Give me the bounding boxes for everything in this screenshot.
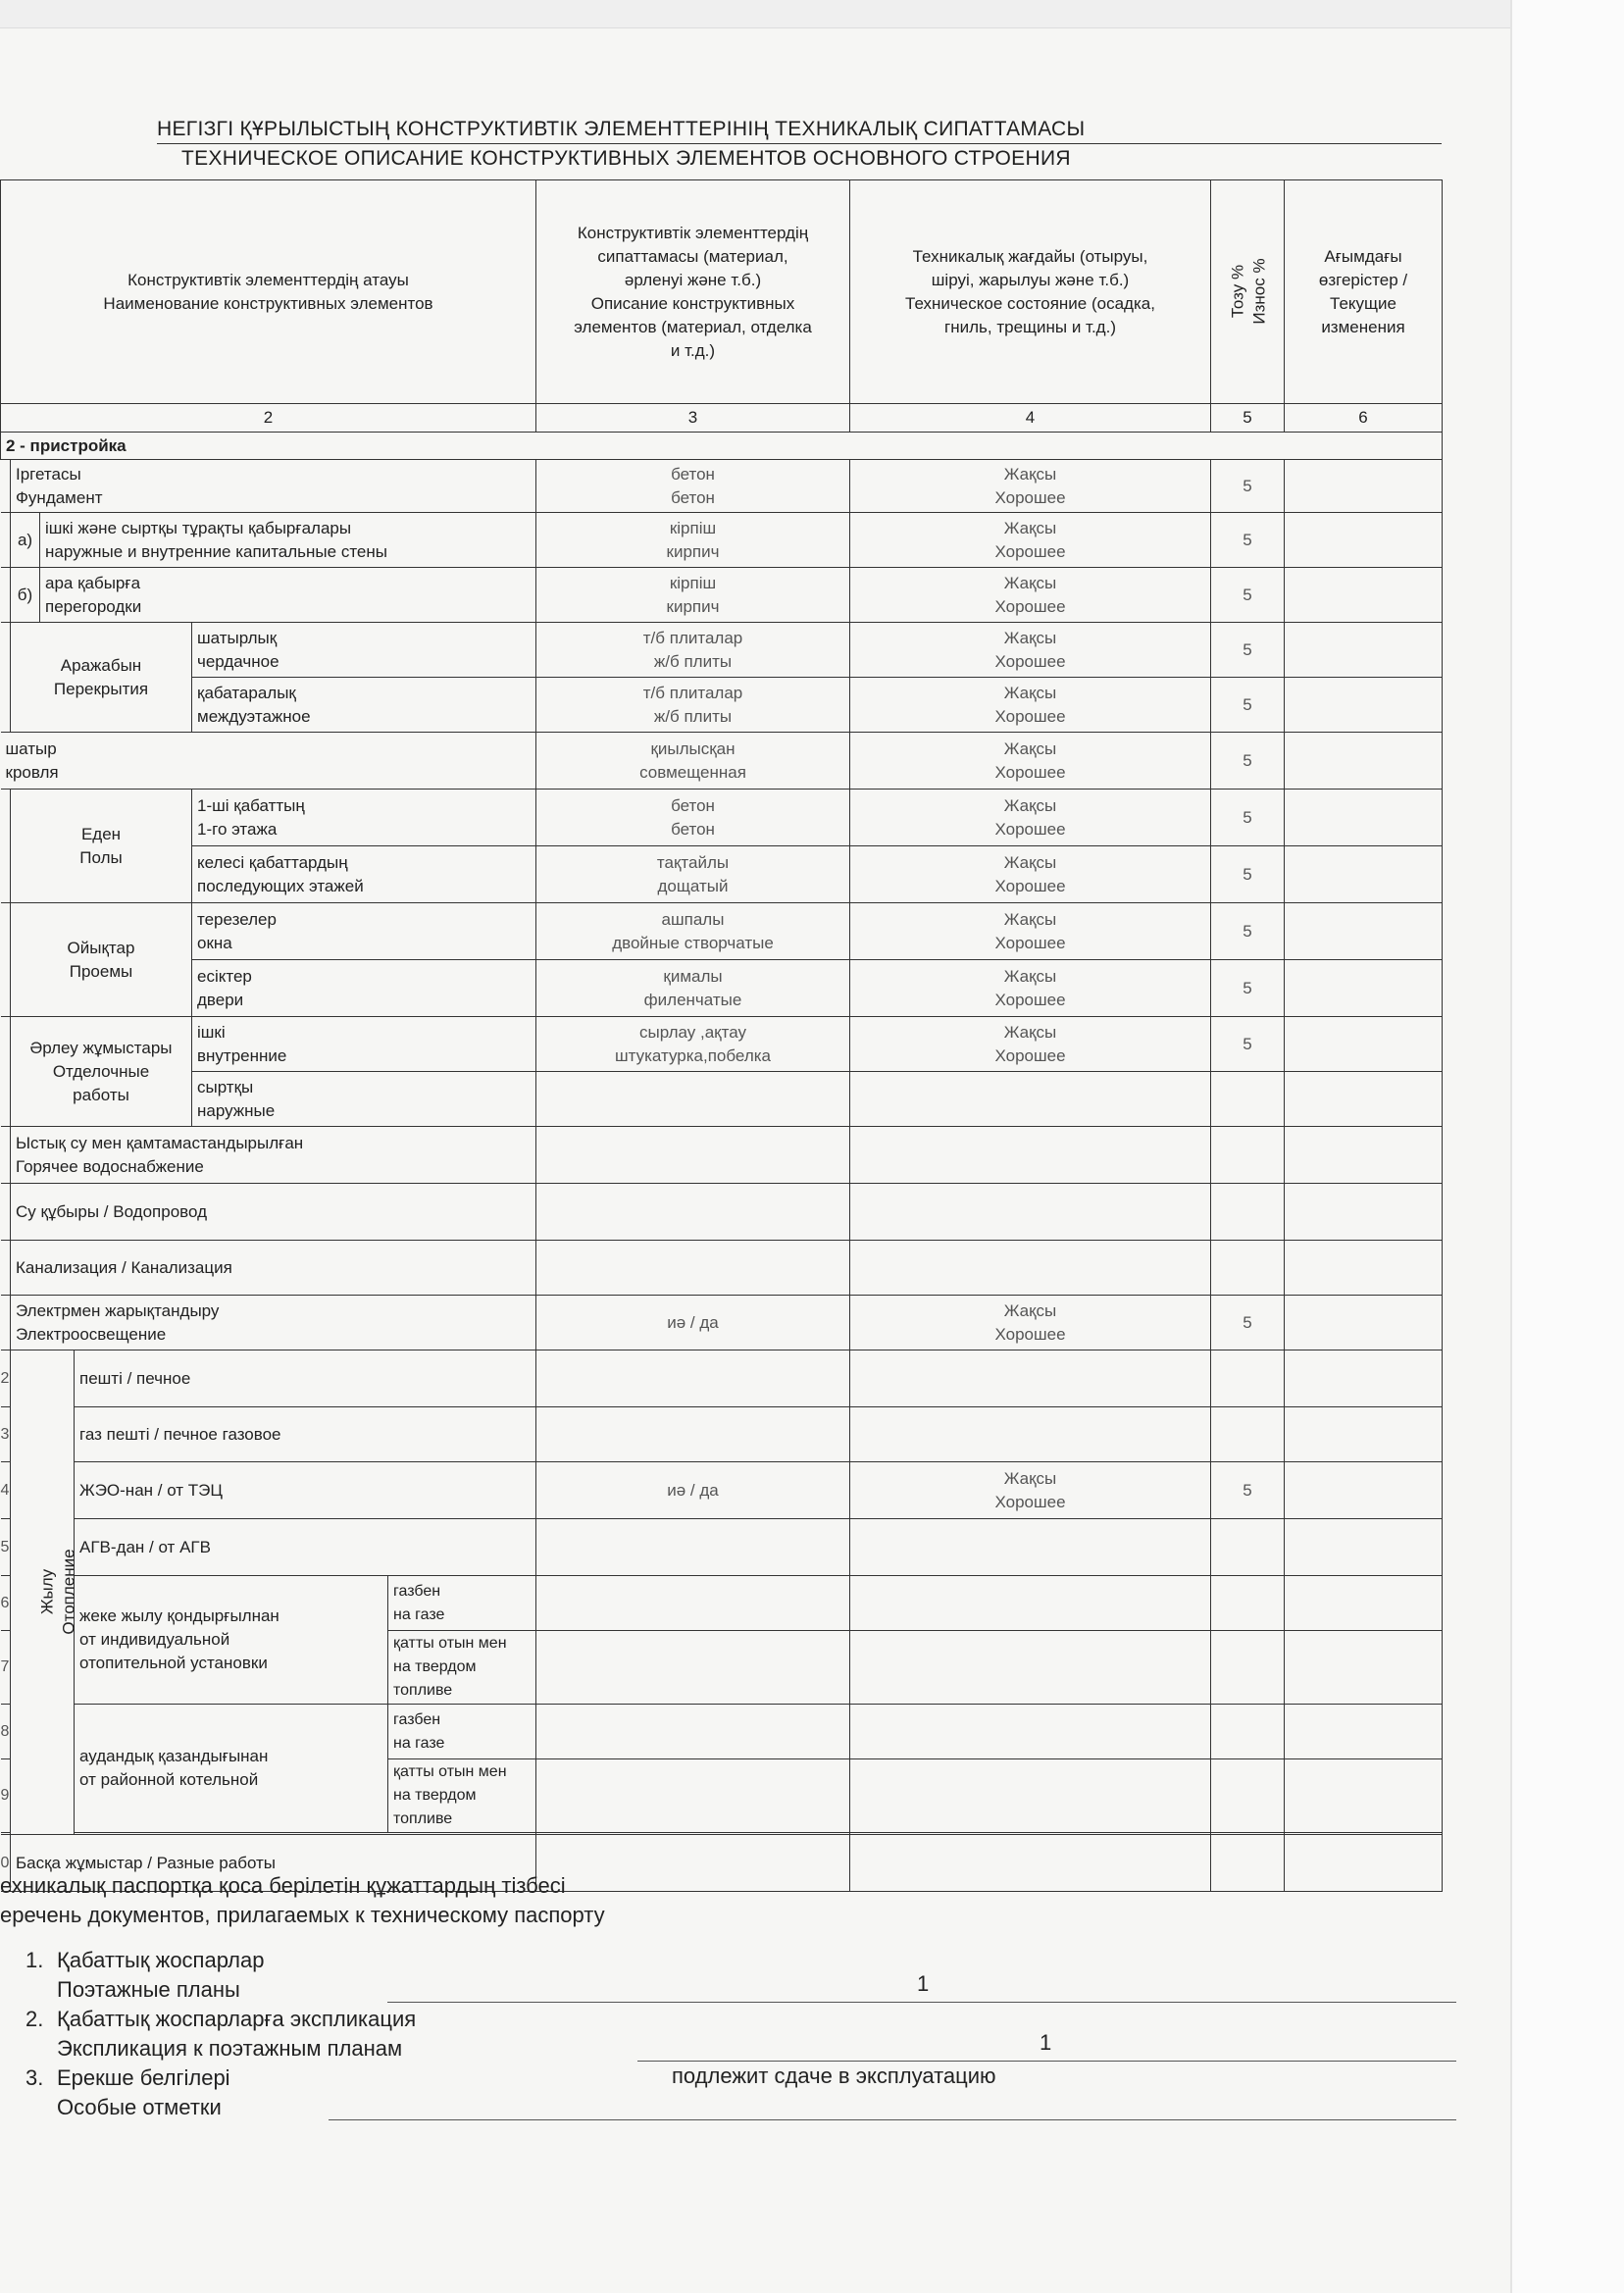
row-name: газ пешті / печное газовое xyxy=(75,1407,536,1462)
table-row: 2 Жылу Отопление пешті / печное xyxy=(1,1350,1443,1407)
doc-item-value: 1 xyxy=(1040,2030,1052,2055)
row-name: қабатаралық междуэтажное xyxy=(192,678,536,733)
table-row: шатыр кровля қиылысқан совмещенная Жақсы Хорошее 5 xyxy=(1,733,1443,790)
table-row xyxy=(1,460,1443,513)
doc-item-kz: Қабаттық жоспарларға экспликация xyxy=(57,2007,417,2031)
table-row: 8 аудандық қазандығынан от районной котельной газбен на газе xyxy=(1,1705,1443,1759)
row-name: ЖЭО-нан / от ТЭЦ xyxy=(75,1462,536,1519)
section-row xyxy=(1,433,1443,460)
doc-item-num: 2. xyxy=(25,2007,44,2031)
row-name: Канализация / Канализация xyxy=(11,1241,536,1296)
table-header-row xyxy=(1,180,1443,404)
group-label-pol: Еден Полы xyxy=(11,790,192,903)
table-row: а) ішкі және сыртқы тұрақты қабырғалары наружные и внутренние капитальные стены кірпіш кирпич Жақсы Хорошее 5 xyxy=(1,513,1443,568)
table-row: 0 Басқа жұмыстар / Разные работы xyxy=(1,1835,1443,1892)
scan-top-edge xyxy=(0,0,1622,28)
row-name: ішкі внутренние xyxy=(192,1017,536,1072)
doc-item-line xyxy=(637,2061,1456,2062)
table-row: Әрлеу жұмыстары Отделочные работы ішкі внутренние сырлау ,ақтау штукатурка,побелка Жақсы Хорошее 5 xyxy=(1,1017,1443,1072)
table-row: 6 жеке жылу қондырғылнан от индивидуальной отопительной установки газбен на газе xyxy=(1,1576,1443,1631)
table-row xyxy=(1,1241,1443,1296)
table-row: Еден Полы 1-ші қабаттың 1-го этажа бетон бетон Жақсы Хорошее 5 xyxy=(1,790,1443,846)
header-col2: Конструктивтік элементтердің атауы Наименование конструктивных элементов xyxy=(1,180,536,404)
scan-page-edge xyxy=(1510,0,1624,2293)
table-row: Аражабын Перекрытия шатырлық чердачное т/б плиталар ж/б плиты Жақсы Хорошее 5 xyxy=(1,623,1443,678)
table-row xyxy=(1,1127,1443,1184)
row-name: 1-ші қабаттың 1-го этажа xyxy=(192,790,536,846)
table-row xyxy=(1,1072,1443,1127)
row-desc: бетон бетон xyxy=(536,460,850,513)
row-name: шатыр кровля xyxy=(1,733,536,790)
table-row: 9 қатты отын мен на твердом топливе xyxy=(1,1759,1443,1833)
group-label-heating: Жылу Отопление xyxy=(11,1350,75,1835)
row-subname: қатты отын мен на твердом топливе xyxy=(388,1631,536,1705)
doc-item-value: 1 xyxy=(917,1971,930,1996)
row-name: Электрмен жарықтандыру Электроосвещение xyxy=(11,1296,536,1350)
group-label-finish: Әрлеу жұмыстары Отделочные работы xyxy=(11,1017,192,1127)
table-row: келесі қабаттардың последующих этажей тақтайлы дощатый Жақсы Хорошее 5 xyxy=(1,846,1443,903)
doc-item-value: подлежит сдаче в эксплуатацию xyxy=(672,2064,996,2088)
group-label-openings: Ойықтар Проемы xyxy=(11,903,192,1017)
doc-item-kz: Ерекше белгілері xyxy=(57,2065,230,2090)
row-name: пешті / печное xyxy=(75,1350,536,1407)
row-name: Басқа жұмыстар / Разные работы xyxy=(11,1835,536,1892)
row-name: сыртқы наружные xyxy=(192,1072,536,1127)
column-numbers-row: 2 3 4 5 6 xyxy=(1,404,1443,433)
table-row xyxy=(1,1184,1443,1241)
title-rule xyxy=(157,143,1442,144)
row-name: есіктер двери xyxy=(192,960,536,1017)
table-row: 5 АГВ-дан / от АГВ xyxy=(1,1519,1443,1576)
group-label-floors: Аражабын Перекрытия xyxy=(11,623,192,733)
row-name: ара қабырға перегородки xyxy=(40,568,536,623)
row-subname: қатты отын мен на твердом топливе xyxy=(388,1759,536,1833)
doc-item-ru: Экспликация к поэтажным планам xyxy=(57,2036,403,2061)
table-row: Ойықтар Проемы терезелер окна ашпалы двойные створчатые Жақсы Хорошее 5 xyxy=(1,903,1443,960)
table-row: 3 газ пешті / печное газовое xyxy=(1,1407,1443,1462)
table-row: б) ара қабырға перегородки кірпіш кирпич Жақсы Хорошее 5 xyxy=(1,568,1443,623)
title-ru: ТЕХНИЧЕСКОЕ ОПИСАНИЕ КОНСТРУКТИВНЫХ ЭЛЕМЕНТОВ ОСНОВНОГО СТРОЕНИЯ xyxy=(181,147,1071,170)
row-name: Ыстық су мен қамтамастандырылған Горячее водоснабжение xyxy=(11,1127,536,1184)
doc-item-ru: Поэтажные планы xyxy=(57,1977,240,2002)
row-name: шатырлық чердачное xyxy=(192,623,536,678)
documents-heading-ru: еречень документов, прилагаемых к техническому паспорту xyxy=(0,1903,605,1927)
row-name: аудандық қазандығынан от районной котельной xyxy=(75,1705,388,1833)
row-name: ішкі және сыртқы тұрақты қабырғалары наружные и внутренние капитальные стены xyxy=(40,513,536,568)
doc-item-line xyxy=(387,2002,1456,2003)
doc-item-ru: Особые отметки xyxy=(57,2095,222,2119)
table-row: 7 қатты отын мен на твердом топливе xyxy=(1,1631,1443,1705)
doc-item-num: 1. xyxy=(25,1948,44,1972)
doc-item-num: 3. xyxy=(25,2065,44,2090)
row-name: Іргетасы Фундамент xyxy=(11,460,536,513)
row-wear: 5 xyxy=(1211,460,1285,513)
table-row: Электрмен жарықтандыру Электроосвещение иә / да Жақсы Хорошее 5 xyxy=(1,1296,1443,1350)
row-mark: а) xyxy=(11,513,40,568)
header-col3: Конструктивтік элементтердің сипаттамасы (материал, әрленуі және т.б.) Описание конструктивных элементов (материал, отделка и т.д.) xyxy=(536,180,850,404)
table-row: 4 ЖЭО-нан / от ТЭЦ иә / да Жақсы Хорошее 5 xyxy=(1,1462,1443,1519)
row-subname: газбен на газе xyxy=(388,1705,536,1759)
row-name: АГВ-дан / от АГВ xyxy=(75,1519,536,1576)
row-mark: б) xyxy=(11,568,40,623)
header-col4: Техникалық жағдайы (отыруы, шіруі, жарылуы және т.б.) Техническое состояние (осадка, гниль, трещины и т.д.) xyxy=(850,180,1211,404)
row-state: Жақсы Хорошее xyxy=(850,460,1211,513)
header-col6: Ағымдағы өзгерістер / Текущие изменения xyxy=(1285,180,1443,404)
row-name: келесі қабаттардың последующих этажей xyxy=(192,846,536,903)
documents-heading-kz: ехникалық паспортқа қоса берілетін құжаттардың тізбесі xyxy=(0,1873,566,1898)
doc-item-kz: Қабаттық жоспарлар xyxy=(57,1948,265,1972)
row-name: жеке жылу қондырғылнан от индивидуальной отопительной установки xyxy=(75,1576,388,1705)
row-name: терезелер окна xyxy=(192,903,536,960)
row-name: Су құбыры / Водопровод xyxy=(11,1184,536,1241)
header-col5: Тозу % Износ % xyxy=(1211,180,1285,404)
title-kz: НЕГІЗГІ ҚҰРЫЛЫСТЫҢ КОНСТРУКТИВТІК ЭЛЕМЕНТТЕРІНІҢ ТЕХНИКАЛЫҚ СИПАТТАМАСЫ xyxy=(157,118,1086,140)
section-title: 2 - пристройка xyxy=(1,433,1443,460)
row-subname: газбен на газе xyxy=(388,1576,536,1631)
table-row: есіктер двери қималы филенчатые Жақсы Хорошее 5 xyxy=(1,960,1443,1017)
doc-item-line xyxy=(329,2119,1456,2120)
table-row: қабатаралық междуэтажное т/б плиталар ж/б плиты Жақсы Хорошее 5 xyxy=(1,678,1443,733)
elements-table xyxy=(0,179,1443,1892)
